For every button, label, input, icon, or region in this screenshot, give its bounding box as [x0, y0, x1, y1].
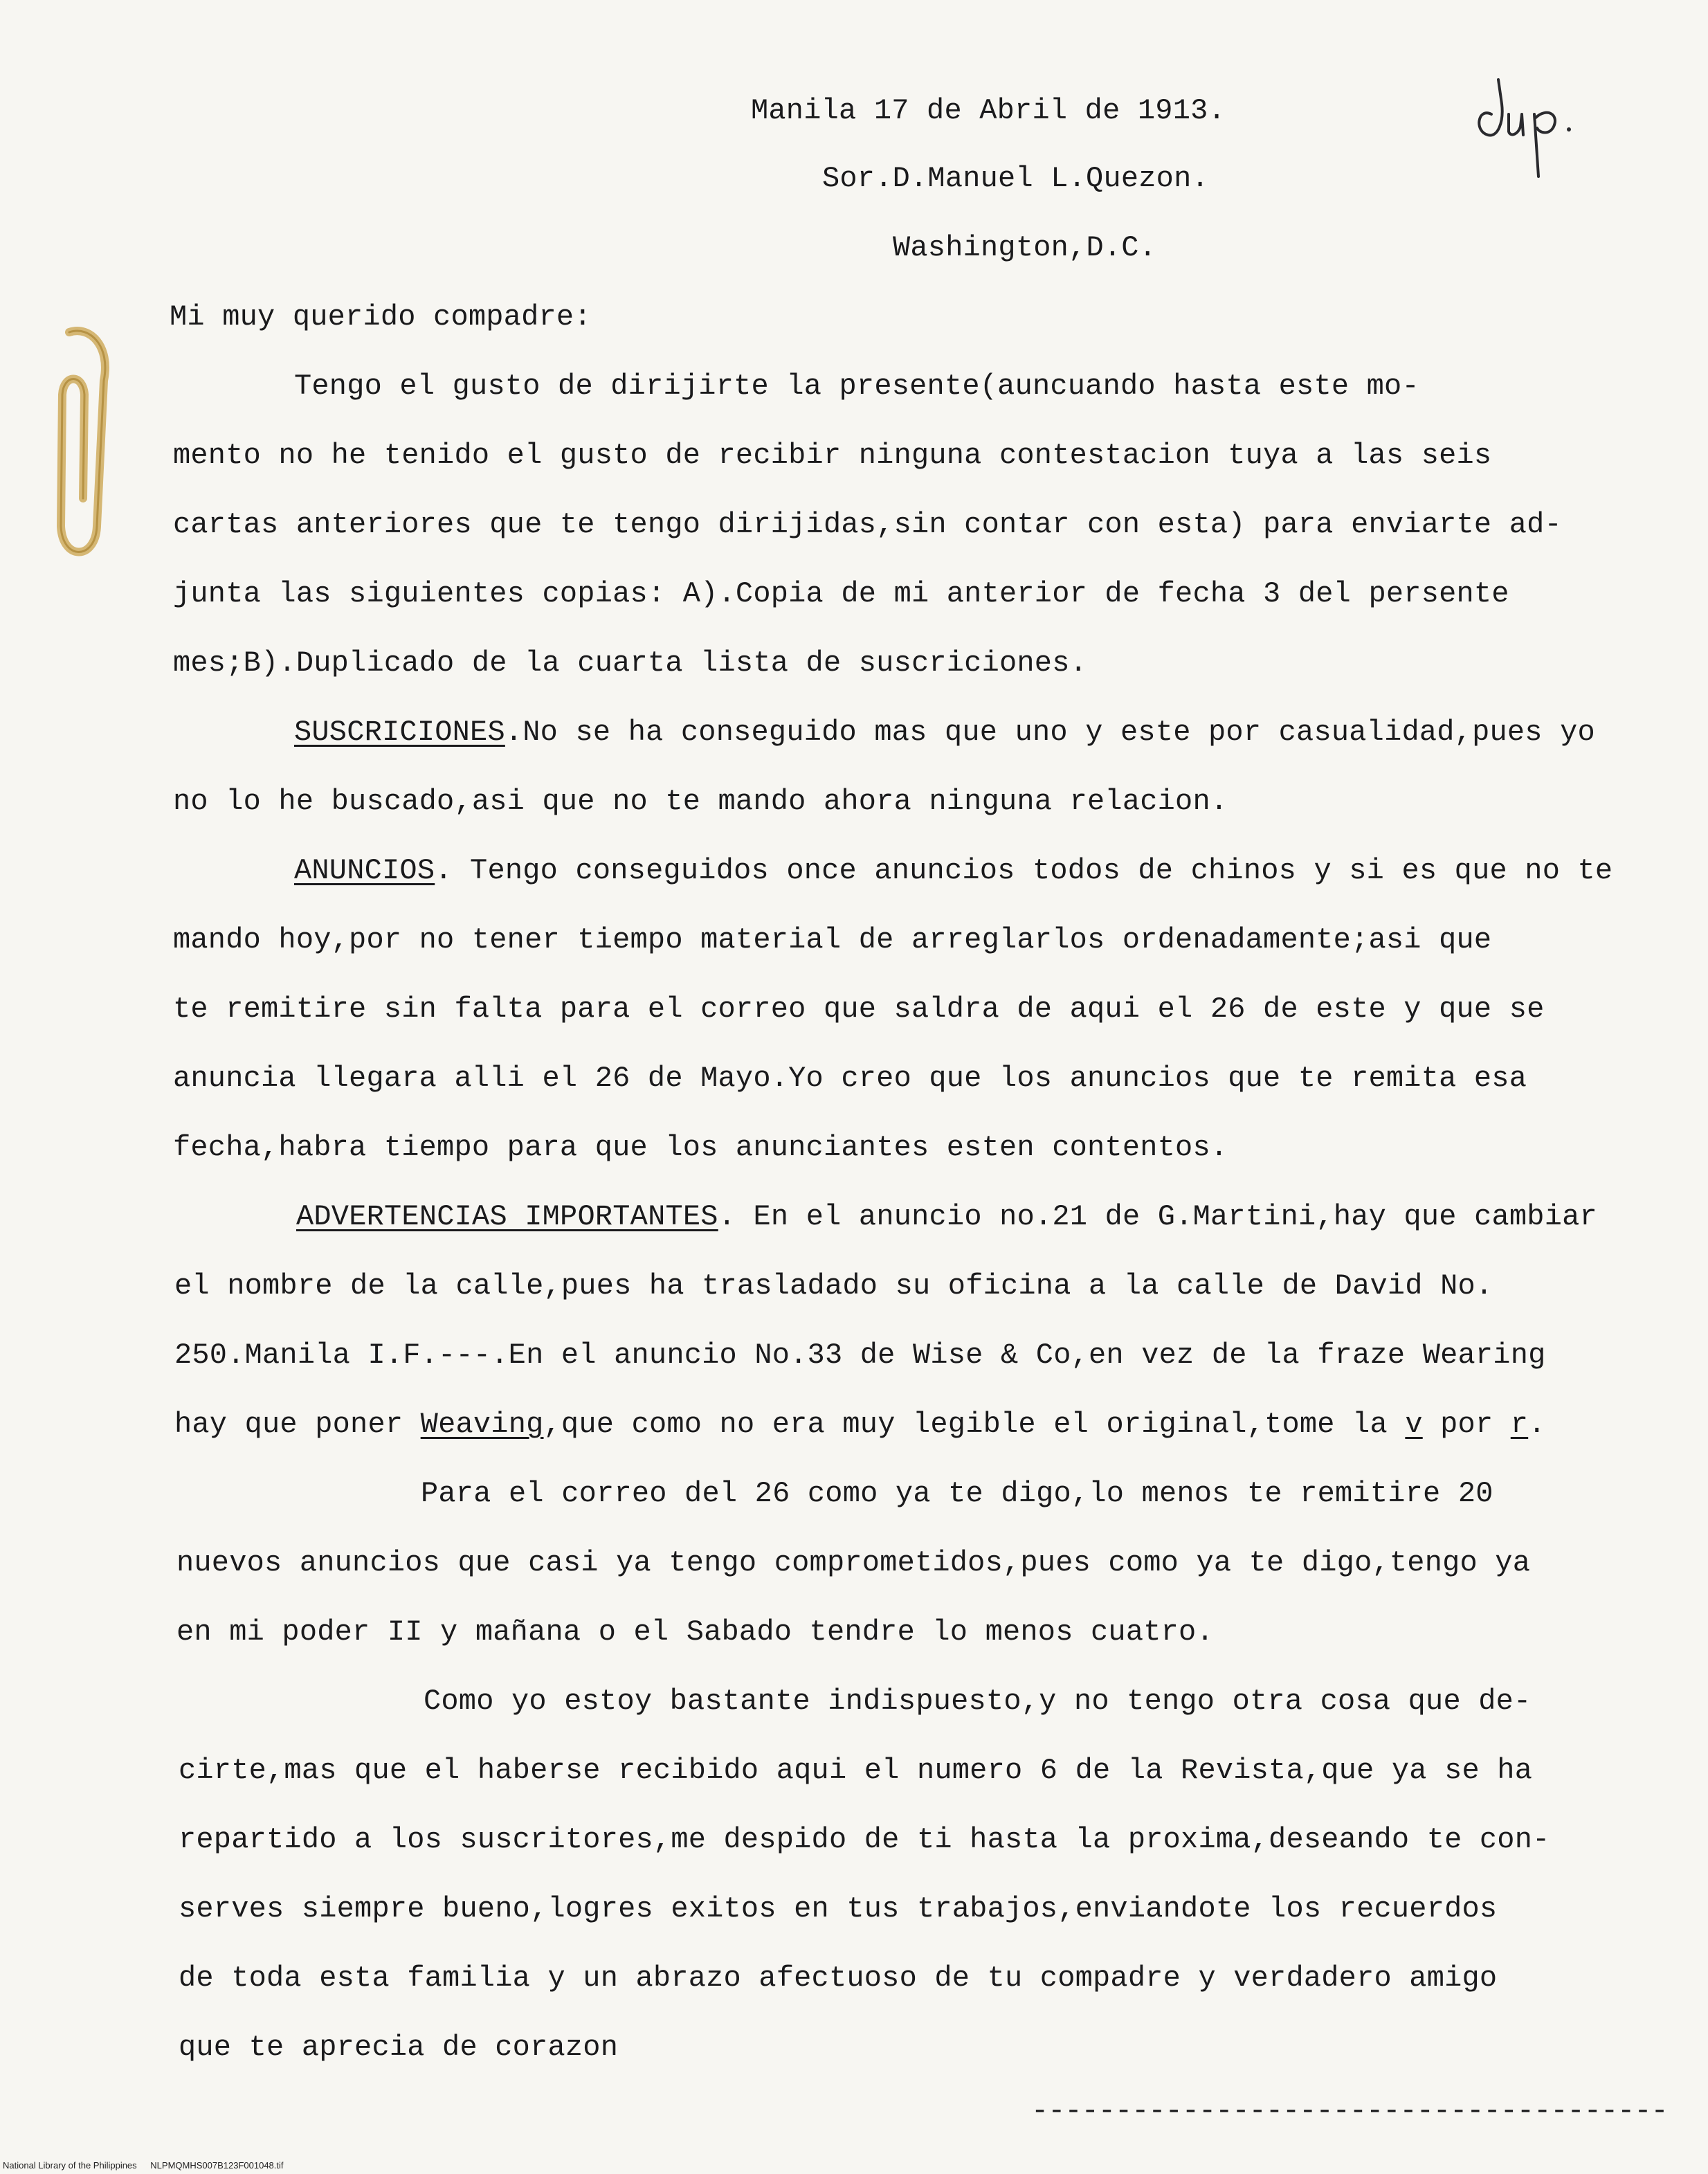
underlined-word-weaving: Weaving [420, 1408, 544, 1441]
letter-salutation: Mi muy querido compadre: [170, 300, 592, 334]
letter-location: Washington,D.C. [893, 231, 1157, 264]
body-line [174, 1404, 1546, 1445]
footer-institution: National Library of the Philippines [3, 2160, 137, 2171]
body-text: .No se ha conseguido mas que uno y este por casualidad,pues yo [505, 716, 1595, 749]
section-heading-suscriciones: SUSCRICIONES [294, 716, 505, 749]
footer-file-id: NLPMQMHS007B123F001048.tif [150, 2160, 284, 2171]
body-line: fecha,habra tiempo para que los anunciantes esten contentos. [173, 1131, 1228, 1164]
body-text: . En el anuncio no.21 de G.Martini,hay que cambiar [718, 1200, 1597, 1233]
body-line: mento no he tenido el gusto de recibir ninguna contestacion tuya a las seis [173, 439, 1492, 472]
body-line: que te aprecia de corazon [179, 2031, 619, 2064]
body-text: hay que poner [174, 1408, 421, 1441]
body-line: el nombre de la calle,pues ha trasladado su oficina a la calle de David No. [174, 1269, 1493, 1303]
underlined-letter-v: v [1405, 1408, 1423, 1441]
body-line: mes;B).Duplicado de la cuarta lista de suscriciones. [173, 646, 1088, 680]
body-line: cirte,mas que el haberse recibido aqui el numero 6 de la Revista,que ya se ha [179, 1754, 1533, 1787]
body-line: junta las siguientes copias: A).Copia de mi anterior de fecha 3 del persente [173, 577, 1509, 610]
body-line: anuncia llegara alli el 26 de Mayo.Yo creo que los anuncios que te remita esa [173, 1062, 1527, 1095]
section-heading-advertencias: ADVERTENCIAS IMPORTANTES [296, 1200, 718, 1233]
body-line: 250.Manila I.F.---.En el anuncio No.33 de Wise & Co,en vez de la fraze Wearing [174, 1339, 1546, 1372]
underlined-letter-r: r [1510, 1408, 1529, 1441]
body-text: . Tengo conseguidos once anuncios todos de chinos y si es que no te [435, 854, 1613, 887]
handwritten-annotation [1471, 66, 1609, 183]
body-line: Tengo el gusto de dirijirte la presente(auncuando hasta este mo- [294, 370, 1419, 403]
signature-line: -------------------------------------- [1031, 2094, 1668, 2128]
body-text: . [1528, 1408, 1546, 1441]
body-line: repartido a los suscritores,me despido de ti hasta la proxima,deseando te con- [179, 1823, 1550, 1856]
scan-footer [3, 2159, 295, 2172]
body-text: ,que como no era muy legible el original,tome la [543, 1408, 1406, 1441]
body-line: te remitire sin falta para el correo que saldra de aqui el 26 de este y que se [173, 993, 1545, 1026]
section-heading-anuncios: ANUNCIOS [294, 854, 435, 887]
body-line [296, 1196, 1597, 1238]
handwritten-note-text [1474, 76, 1475, 77]
body-line: serves siempre bueno,logres exitos en tus trabajos,enviandote los recuerdos [179, 1892, 1498, 1926]
letter-date: Manila 17 de Abril de 1913. [751, 94, 1226, 127]
paper-clip-stain [42, 318, 145, 581]
body-text: por [1422, 1408, 1511, 1441]
body-line: no lo he buscado,asi que no te mando ahora ninguna relacion. [173, 785, 1228, 818]
body-line [294, 712, 1595, 753]
body-line: de toda esta familia y un abrazo afectuoso de tu compadre y verdadero amigo [179, 1962, 1498, 1995]
body-line: cartas anteriores que te tengo dirijidas,sin contar con esta) para enviarte ad- [173, 508, 1562, 541]
body-line: nuevos anuncios que casi ya tengo comprometidos,pues como ya te digo,tengo ya [176, 1546, 1531, 1579]
letter-addressee: Sor.D.Manuel L.Quezon. [822, 162, 1209, 195]
body-line: mando hoy,por no tener tiempo material de arreglarlos ordenadamente;asi que [173, 923, 1492, 957]
body-line [294, 850, 1612, 891]
body-line: Como yo estoy bastante indispuesto,y no tengo otra cosa que de- [424, 1685, 1532, 1718]
body-line: Para el correo del 26 como ya te digo,lo menos te remitire 20 [421, 1477, 1493, 1510]
body-line: en mi poder II y mañana o el Sabado tendre lo menos cuatro. [176, 1615, 1214, 1649]
